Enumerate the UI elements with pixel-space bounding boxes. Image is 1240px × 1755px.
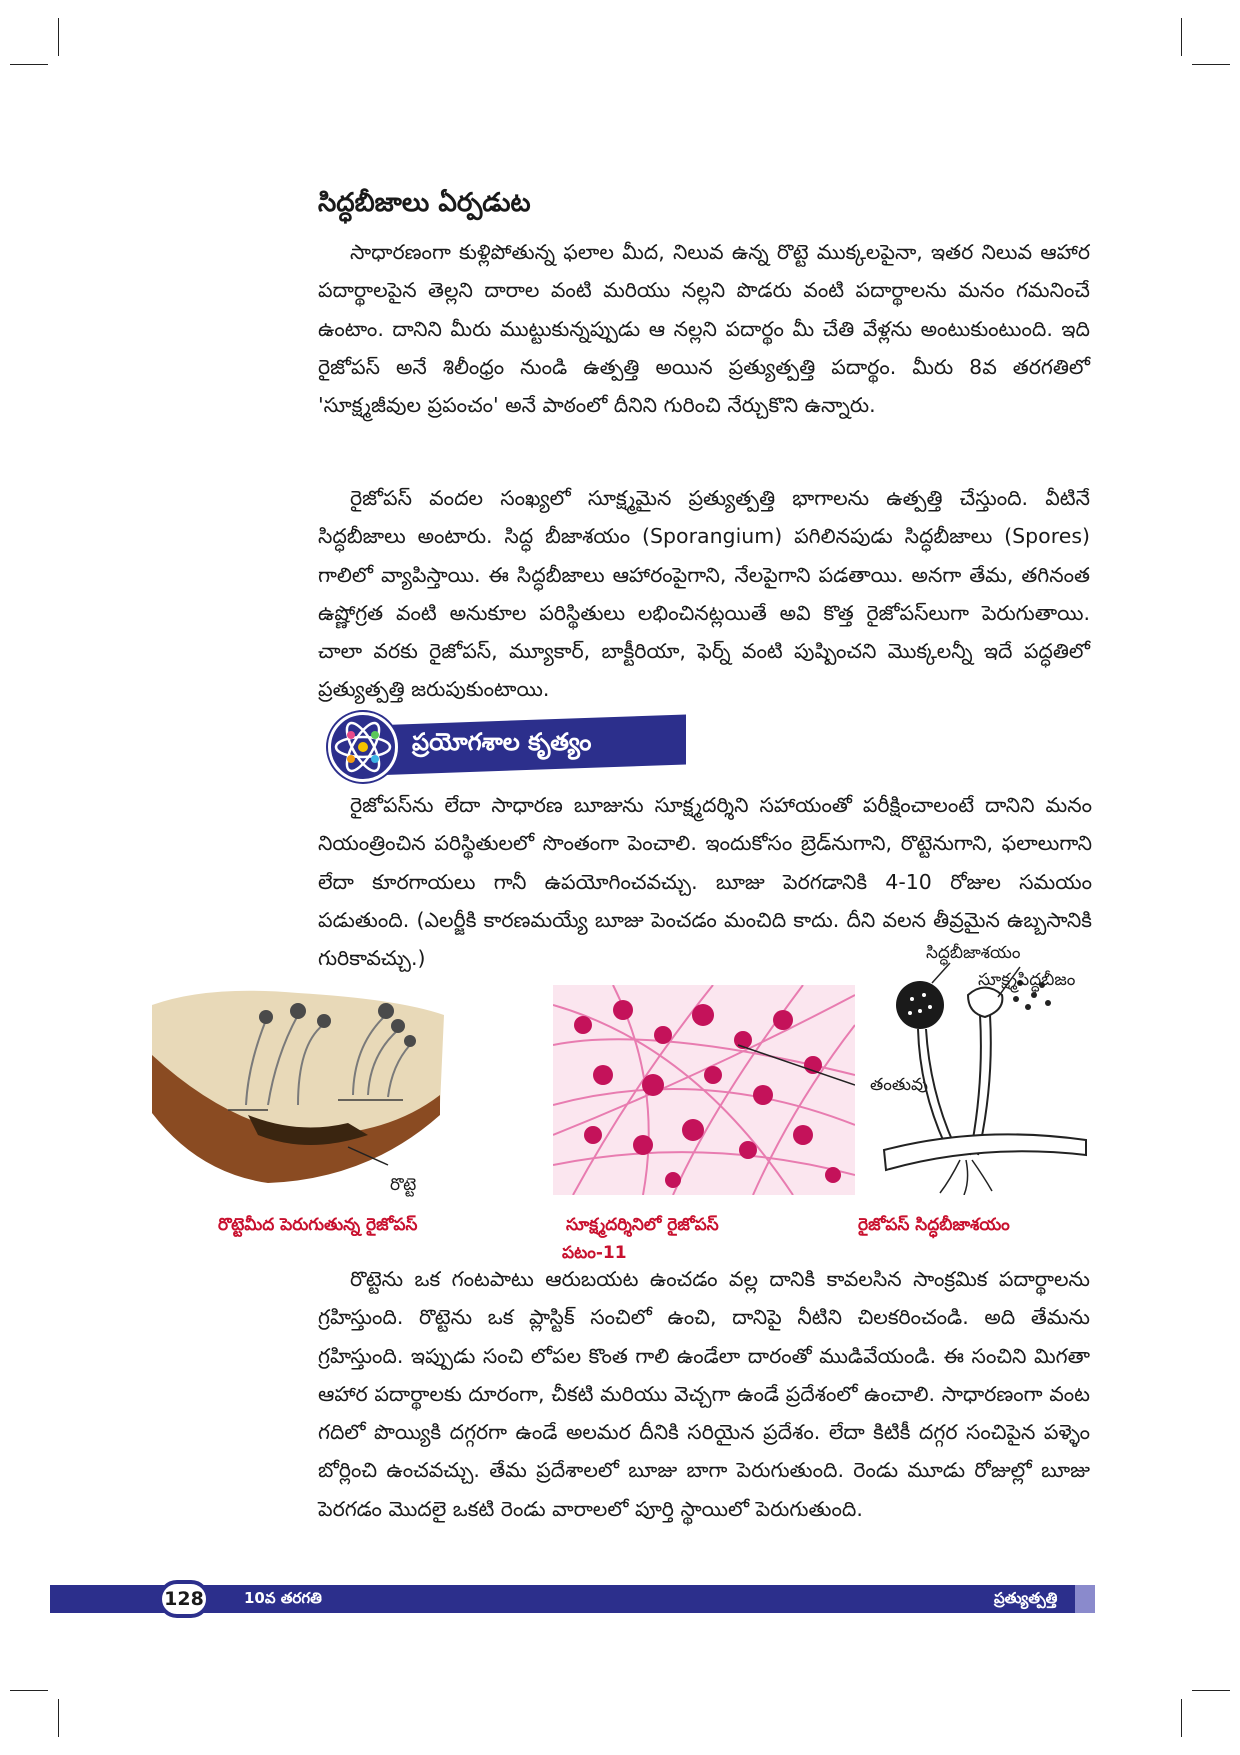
atom-icon bbox=[328, 712, 398, 782]
section-title: సిద్ధబీజాలు ఏర్పడుట bbox=[318, 188, 531, 218]
figure-number: పటం-11 bbox=[562, 1243, 627, 1263]
label-hypha: తంతువు bbox=[870, 1075, 928, 1095]
crop-mark bbox=[10, 1690, 48, 1691]
paragraph-1: సాధారణంగా కుళ్లిపోతున్న ఫలాల మీద, నిలువ ఉన్న రొట్టె ముక్కలపైనా, ఇతర నిలువ ఆహార పదార్థాలపైన తెల్లని దారాల వంటి మరియు నల్లని పొడరు వంటి పదార్థాలను మనం గమనించే ఉంటాం. దానిని మీరు ముట్టుకున్నప్పుడు ఆ నల్లని పదార్థం మీ చేతి వేళ్లను అంటుకుంటుంది. ఇది రైజోపస్ అనే శిలీంధ్రం నుండి ఉత్పత్తి అయిన ప్రత్యుత్పత్తి పదార్థం. మీరు 8వ తరగతిలో 'సూక్ష్మజీవుల ప్రపంచం' అనే పాఠంలో దీనిని గురించి నేర్చుకొని ఉన్నారు. bbox=[318, 240, 1090, 418]
class-label: 10వ తరగతి bbox=[244, 1589, 322, 1607]
crop-mark bbox=[1181, 1699, 1182, 1737]
caption-microscope-rhizopus: సూక్ష్మదర్శినిలో రైజోపస్ bbox=[566, 1215, 719, 1235]
crop-mark bbox=[58, 1699, 59, 1737]
label-bread: రొట్టె bbox=[390, 1175, 417, 1195]
page-number: 128 bbox=[158, 1580, 210, 1618]
crop-mark bbox=[1192, 1690, 1230, 1691]
caption-bread-rhizopus: రొట్టెమీద పెరుగుతున్న రైజోపస్ bbox=[218, 1215, 418, 1235]
crop-mark bbox=[58, 18, 59, 56]
paragraph-4: రొట్టెను ఒక గంటపాటు ఆరుబయట ఉంచడం వల్ల దానికి కావలసిన సాంక్రమిక పదార్థాలను గ్రహిస్తుంది. రొట్టెను ఒక ప్లాస్టిక్ సంచిలో ఉంచి, దానిపై నీటిని చిలకరించండి. అది తేమను గ్రహిస్తుంది. ఇప్పుడు సంచి లోపల కొంత గాలి ఉండేలా దారంతో ముడివేయండి. ఈ సంచిని మిగతా ఆహార పదార్థాలకు దూరంగా, చీకటి మరియు వెచ్చగా ఉండే ప్రదేశంలో ఉంచాలి. సాధారణంగా వంట గదిలో పొయ్యికి దగ్గరగా ఉండే అలమర దీనికి సరియైన ప్రదేశం. లేదా కిటికీ దగ్గర సంచిపైన పళ్ళెం బోర్లించి ఉంచవచ్చు. తేమ ప్రదేశాలలో బూజు బాగా పెరుగుతుంది. రెండు మూడు రోజుల్లో బూజు పెరగడం మొదలై ఒకటి రెండు వారాలలో పూర్తి స్థాయిలో పెరుగుతుంది. bbox=[318, 1267, 1090, 1521]
bread-rhizopus-image bbox=[148, 985, 450, 1185]
label-sporangium: సిద్ధబీజాశయం bbox=[926, 943, 1021, 963]
paragraph-2: రైజోపస్ వందల సంఖ్యలో సూక్ష్మమైన ప్రత్యుత్పత్తి భాగాలను ఉత్పత్తి చేస్తుంది. వీటినే సిద్ధబీజాలు అంటారు. సిద్ధ బీజాశయం (Sporangium) పగిలినపుడు సిద్ధబీజాలు (Spores) గాలిలో వ్యాపిస్తాయి. ఈ సిద్ధబీజాలు ఆహారంపైగాని, నేలపైగాని పడతాయి. అనగా తేమ, తగినంత ఉష్ణోగ్రత వంటి అనుకూల పరిస్థితులు లభించినట్లయితే అవి కొత్త రైజోపస్‌లుగా పెరుగుతాయి. చాలా వరకు రైజోపస్, మ్యూకార్, బాక్టీరియా, ఫెర్న్ వంటి పుష్పించని మొక్కలన్నీ ఇదే పద్ధతిలో ప్రత్యుత్పత్తి జరుపుకుంటాయి. bbox=[318, 486, 1090, 702]
paragraph-3: రైజోపస్‌ను లేదా సాధారణ బూజును సూక్ష్మదర్శిని సహాయంతో పరీక్షించాలంటే దానిని మనం నియంత్రించిన పరిస్థితులలో సొంతంగా పెంచాలి. ఇందుకోసం బ్రెడ్‌నుగాని, రొట్టెనుగాని, ఫలాలుగాని లేదా కూరగాయలు గానీ ఉపయోగించవచ్చు. బూజు పెరగడానికి 4-10 రోజుల సమయం పడుతుంది. (ఎలర్జీకి కారణమయ్యే బూజు పెంచడం మంచిది కాదు. దీని వలన తీవ్రమైన ఉబ్బసానికి గురికావచ్చు.) bbox=[318, 793, 1092, 971]
chapter-label: ప్రత్యుత్పత్తి bbox=[994, 1589, 1058, 1607]
caption-sporangium: రైజోపస్ సిద్ధబీజాశయం bbox=[858, 1215, 1010, 1235]
activity-banner bbox=[328, 712, 686, 776]
crop-mark bbox=[10, 64, 48, 65]
crop-mark bbox=[1192, 64, 1230, 65]
label-spore: సూక్ష్మసిద్ధబీజం bbox=[978, 970, 1076, 990]
crop-mark bbox=[1181, 18, 1182, 56]
microscope-rhizopus-image bbox=[553, 985, 855, 1195]
banner-label: ప్రయోగశాల కృత్యం bbox=[412, 728, 592, 756]
footer-tab bbox=[1075, 1585, 1095, 1613]
